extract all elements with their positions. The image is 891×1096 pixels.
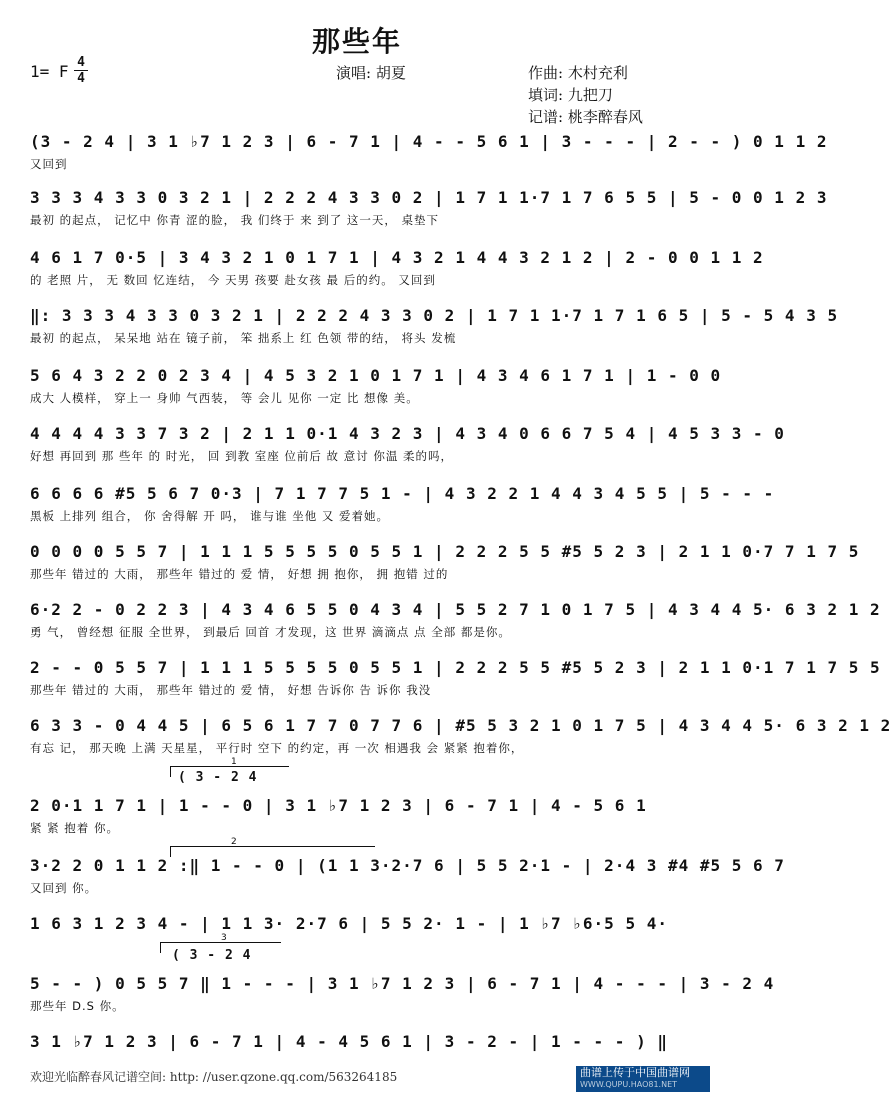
lyric-row: 黑板 上排列 组合， 你 舍得解 开 吗， 谁与谁 坐他 又 爱着她。 <box>30 509 390 523</box>
lyric-row: 勇 气， 曾经想 征服 全世界， 到最后 回首 才发现，这 世界 滴滴点 点 全部 都是你。 <box>30 625 511 639</box>
lyric-row: 那些年 D.S 你。 <box>30 999 125 1013</box>
composer-credit: 作曲: 木村充利 <box>528 64 628 82</box>
volta-bracket-2 <box>170 837 375 857</box>
volta-number-3: 3 <box>221 933 227 943</box>
volta-number-2: 2 <box>231 837 237 847</box>
lyricist-credit: 填词: 九把刀 <box>528 86 613 104</box>
notation-row: 1 6 3 1 2 3 4 - | 1 1 3· 2·7 6 | 5 5 2· 1 - | 1 ♭7 ♭6·5 5 4· <box>30 914 668 933</box>
volta-notes-3: ( 3 - 2 4 <box>172 948 252 963</box>
lyric-row: 紧 紧 抱着 你。 <box>30 821 119 835</box>
footer-text[interactable]: 欢迎光临醉春风记谱空间: http: //user.qzone.qq.com/563264185 <box>30 1070 398 1084</box>
notation-row: 3 1 ♭7 1 2 3 | 6 - 7 1 | 4 - 4 5 6 1 | 3 - 2 - | 1 - - - ) ‖ <box>30 1032 668 1051</box>
lyric-row: 那些年 错过的 大雨， 那些年 错过的 爱 情， 好想 告诉你 告 诉你 我没 <box>30 683 432 697</box>
notation-row: 5 6 4 3 2 2 0 2 3 4 | 4 5 3 2 1 0 1 7 1 | 4 3 4 6 1 7 1 | 1 - 0 0 <box>30 366 722 385</box>
notation-row: 3·2 2 0 1 1 2 :‖ 1 - - 0 | (1 1 3·2·7 6 | 5 5 2·1 - | 2·4 3 #4 #5 5 6 7 <box>30 856 785 875</box>
notation-row: 3 3 3 4 3 3 0 3 2 1 | 2 2 2 4 3 3 0 2 | 1 7 1 1·7 1 7 6 5 5 | 5 - 0 0 1 2 3 <box>30 188 828 207</box>
lyric-row: 好想 再回到 那 些年 的 时光， 回 到教 室座 位前后 故 意讨 你温 柔的吗， <box>30 449 454 463</box>
volta-notes-1: ( 3 - 2 4 <box>178 770 258 785</box>
volta-number-1: 1 <box>231 757 237 767</box>
lyric-row: 又回到 你。 <box>30 881 98 895</box>
notation-row: ‖: 3 3 3 4 3 3 0 3 2 1 | 2 2 2 4 3 3 0 2 | 1 7 1 1·7 1 7 1 6 5 | 5 - 5 4 3 5 <box>30 306 839 325</box>
lyric-row: 的 老照 片， 无 数回 忆连结， 今 天男 孩要 赴女孩 最 后的约。 又回到 <box>30 273 436 287</box>
singer-credit: 演唱: 胡夏 <box>336 64 406 82</box>
notation-row: 4 4 4 4 3 3 7 3 2 | 2 1 1 0·1 4 3 2 3 | 4 3 4 0 6 6 7 5 4 | 4 5 3 3 - 0 <box>30 424 785 443</box>
song-title: 那些年 <box>311 25 402 58</box>
lyric-row: 那些年 错过的 大雨， 那些年 错过的 爱 情， 好想 拥 抱你， 拥 抱错 过的 <box>30 567 449 581</box>
notation-row: 6 6 6 6 #5 5 6 7 0·3 | 7 1 7 7 5 1 - | 4 3 2 2 1 4 4 3 4 5 5 | 5 - - - <box>30 484 775 503</box>
notation-row: (3 - 2 4 | 3 1 ♭7 1 2 3 | 6 - 7 1 | 4 - - 5 6 1 | 3 - - - | 2 - - ) 0 1 1 2 <box>30 132 828 151</box>
notation-row: 0 0 0 0 5 5 7 | 1 1 1 5 5 5 5 0 5 5 1 | 2 2 2 5 5 #5 5 2 3 | 2 1 1 0·7 7 1 7 5 <box>30 542 860 561</box>
notation-row: 5 - - ) 0 5 5 7 ‖ 1 - - - | 3 1 ♭7 1 2 3 | 6 - 7 1 | 4 - - - | 3 - 2 4 <box>30 974 775 993</box>
badge-title: 曲谱上传于中国曲谱网 <box>580 1066 690 1079</box>
notation-row: 6·2 2 - 0 2 2 3 | 4 3 4 6 5 5 0 4 3 4 | 5 5 2 7 1 0 1 7 5 | 4 3 4 4 5· 6 3 2 1 2 <box>30 600 881 619</box>
lyric-row: 最初 的起点， 记忆中 你青 涩的脸， 我 们终于 来 到了 这一天， 桌垫下 <box>30 213 440 227</box>
notation-row: 2 - - 0 5 5 7 | 1 1 1 5 5 5 5 0 5 5 1 | 2 2 2 5 5 #5 5 2 3 | 2 1 1 0·1 7 1 7 5 5 <box>30 658 881 677</box>
time-signature <box>74 56 88 85</box>
key-signature: 1= F <box>30 62 69 81</box>
lyric-row: 成大 人模样， 穿上一 身帅 气西装， 等 会儿 见你 一定 比 想像 美。 <box>30 391 419 405</box>
time-signature-bottom: 4 <box>77 71 85 86</box>
notation-row: 2 0·1 1 7 1 | 1 - - 0 | 3 1 ♭7 1 2 3 | 6 - 7 1 | 4 - 5 6 1 <box>30 796 647 815</box>
notation-row: 4 6 1 7 0·5 | 3 4 3 2 1 0 1 7 1 | 4 3 2 1 4 4 3 2 1 2 | 2 - 0 0 1 1 2 <box>30 248 764 267</box>
badge-url: WWW.QUPU.HAO81.NET <box>580 1080 678 1089</box>
transcriber-credit: 记谱: 桃李醉春风 <box>528 108 643 126</box>
lyric-row: 又回到 <box>30 157 68 171</box>
notation-row: 6 3 3 - 0 4 4 5 | 6 5 6 1 7 7 0 7 7 6 | #5 5 3 2 1 0 1 7 5 | 4 3 4 4 5· 6 3 2 1 2 <box>30 716 891 735</box>
lyric-row: 有忘 记， 那天晚 上满 天星星， 平行时 空下 的约定，再 一次 相遇我 会 紧紧 抱着你， <box>30 741 524 755</box>
site-badge[interactable] <box>576 1066 710 1092</box>
time-signature-top: 4 <box>77 55 85 70</box>
lyric-row: 最初 的起点， 呆呆地 站在 镜子前， 笨 拙系上 红 色领 带的结， 将头 发梳 <box>30 331 457 345</box>
